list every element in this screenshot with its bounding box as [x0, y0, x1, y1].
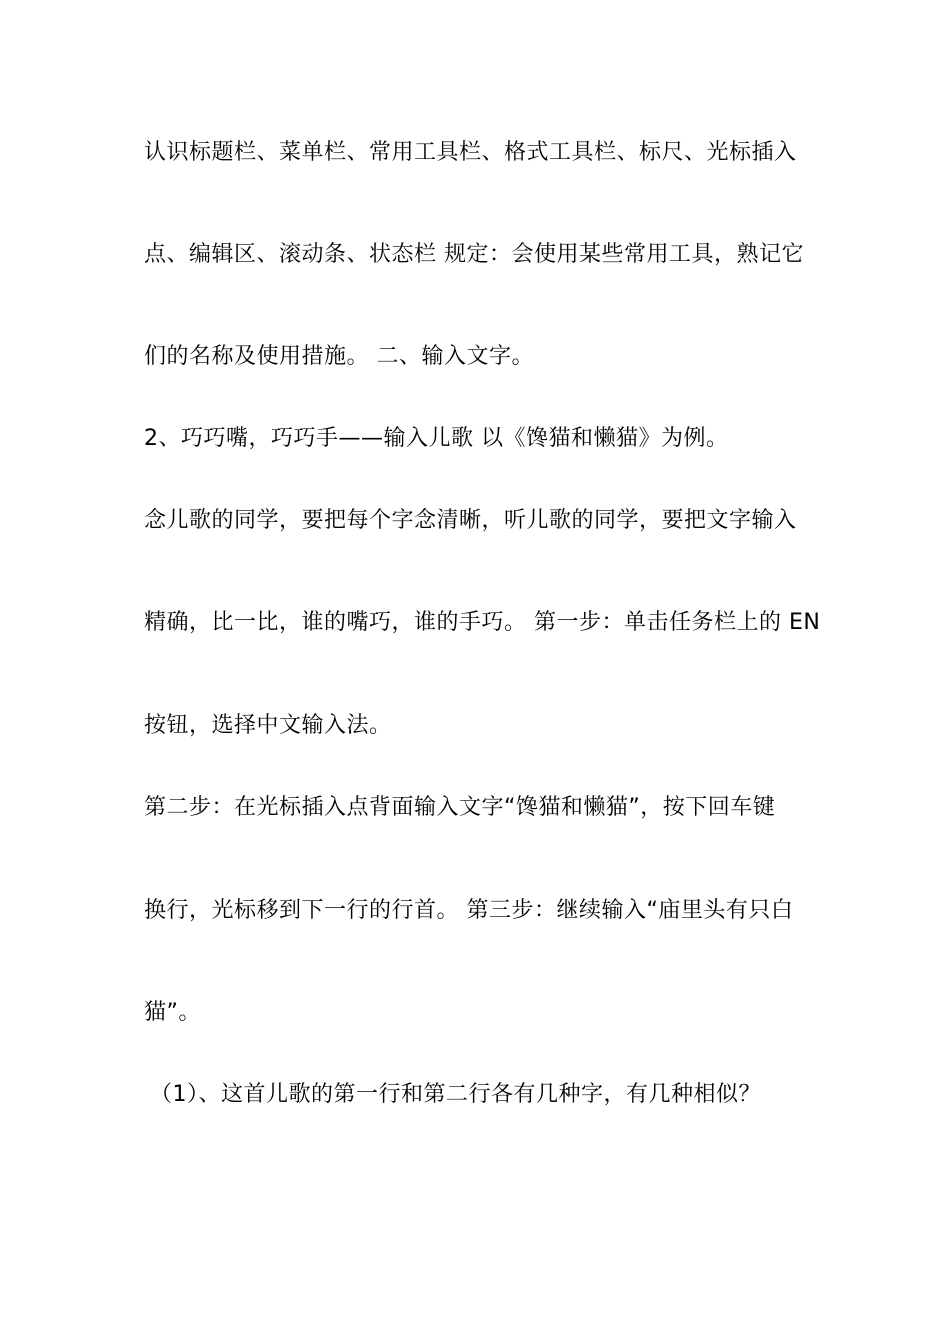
paragraph-line: 念儿歌的同学，要把每个字念清晰，听儿歌的同学，要把文字输入 — [144, 508, 797, 533]
paragraph-line: 们的名称及使用措施。 二、输入文字。 — [144, 344, 534, 369]
question-line: （1）、这首儿歌的第一行和第二行各有几种字，有几种相似？ — [150, 1082, 761, 1107]
paragraph-line: 猫”。 — [144, 1000, 201, 1025]
paragraph-line: 换行，光标移到下一行的行首。 第三步：继续输入“庙里头有只白 — [144, 898, 794, 923]
paragraph-line: 认识标题栏、菜单栏、常用工具栏、格式工具栏、标尺、光标插入 — [144, 140, 797, 165]
paragraph-line: 点、编辑区、滚动条、状态栏 规定：会使用某些常用工具，熟记它 — [144, 242, 804, 267]
paragraph-line: 第二步：在光标插入点背面输入文字“馋猫和懒猫”，按下回车键 — [144, 795, 776, 820]
paragraph-line: 精确，比一比，谁的嘴巧，谁的手巧。 第一步：单击任务栏上的 EN — [144, 610, 821, 635]
paragraph-line: 按钮，选择中文输入法。 — [144, 713, 392, 738]
paragraph-line: 2、巧巧嘴，巧巧手——输入儿歌 以《馋猫和懒猫》为例。 — [144, 426, 729, 451]
